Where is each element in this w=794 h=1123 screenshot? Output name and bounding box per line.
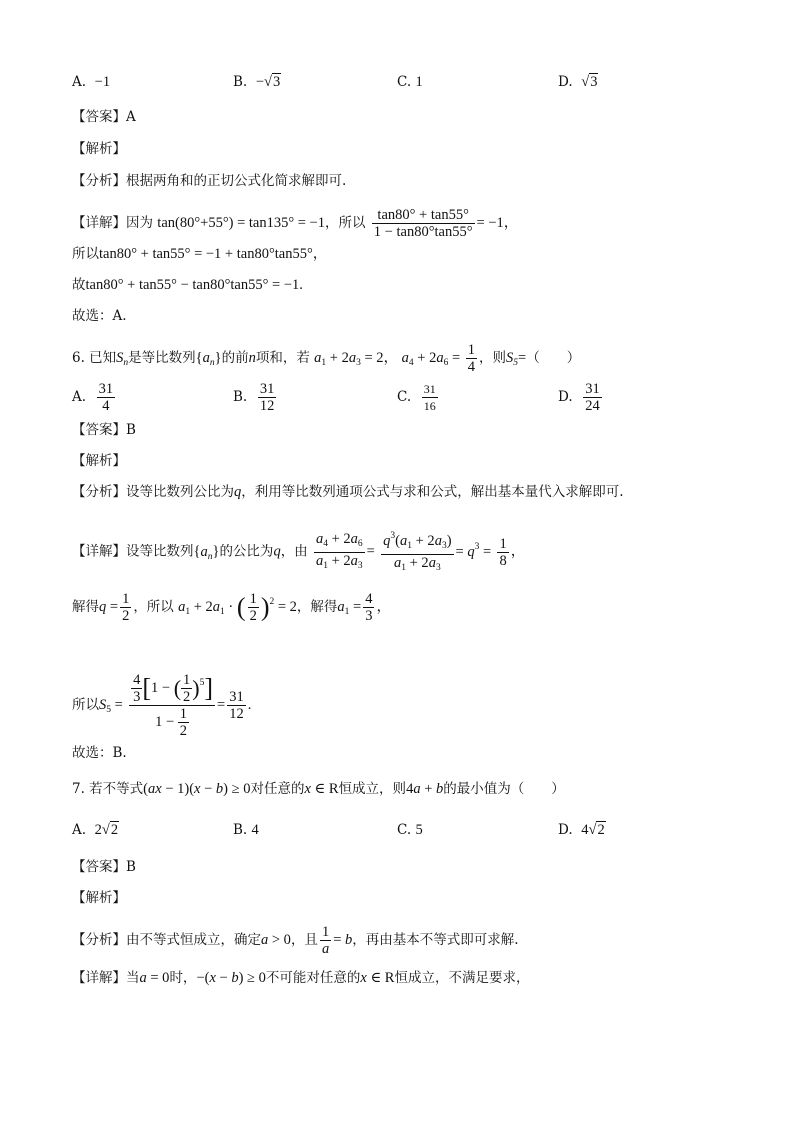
formula: $a_1 + 2a_1$ · ( [178,592,246,622]
text: 的最小值为（ ） [443,781,565,797]
text: ，再由基本不等式即可求解. [352,932,519,948]
text: 所以 [72,697,99,713]
text: 的公比为 [219,543,274,560]
formula: tan80° + tan55° = −1 + tan80°tan55°， [99,246,328,262]
text: 所以 [72,246,99,262]
answer-value: B [126,422,136,438]
option-value: −√3 [255,74,281,90]
formula: (ax − 1)(x − b) ≥ 0 [143,781,251,797]
q5-option-d [558,72,598,92]
q5-xiangjie: 【详解】因为 tan(80°+55°) = tan135° = −1，所以 $\frac{\tan 80^\circ + \tan 55^\circ}{1 - \tan 80^\circ\tan 55^\circ}$ = −1， [72,207,519,240]
text: ，解得 [296,599,338,615]
q7-option-c [397,820,423,840]
answer-tag: 【答案】 [72,109,126,125]
option-letter: D. [558,74,573,90]
answer-value: B [126,859,136,875]
q6-option-c [397,381,440,414]
q5-analysis-tag: 【解析】 [72,141,126,157]
q7-stem [72,779,565,799]
formula: q [234,484,242,500]
formula: a = 0 [139,970,170,986]
text: ，且 [290,932,318,948]
formula: $\{a_n\}$ [195,350,222,368]
option-value: √3 [581,74,598,90]
text: ，所以 [325,215,366,231]
option-value: −1 [94,74,111,90]
q5-fenxi [72,171,346,191]
text: ，由 [280,543,308,560]
q5-line3 [72,275,303,295]
q7-option-b [233,820,259,840]
answer-tag: 【答案】 [72,422,126,438]
text: 对任意的 [250,781,305,797]
answer-value: A [126,109,136,125]
text: 当 [126,970,140,986]
q6-option-a [72,381,117,414]
formula: a > 0 [261,932,291,948]
fraction: $\frac{4}{3}$ [1 − ( $\frac{1}{2}$ )$^5$] 1 − $\frac{1}{2}$ [129,672,215,739]
formula: q [273,543,281,560]
fraction: $\frac{31}{16}$ [423,382,436,413]
option-letter: D. [558,389,573,405]
text: 因为 [126,215,153,231]
q6-analysis-tag: 【解析】 [72,453,126,469]
option-letter: D. [558,822,573,838]
q7-answer [72,857,136,877]
q6-xiangjie: 【详解】设等比数列$\{a_n\}$的公比为q，由 $\frac{a_4 + 2a_6}{a_1 + 2a_3}$ = $\frac{q^3(a_1 + 2a_3)}{a_1 + 2a_3}$ = $q^3$ = $\frac{1}{8}$ ， [72,528,525,576]
text: ，所以 [133,599,174,615]
text: 6. 已知 [72,350,117,366]
fraction: $\frac{1}{2}$ [122,591,130,624]
xiangjie-tag: 【详解】 [72,215,126,231]
text: 是等比数列 [128,350,196,366]
fraction: $\frac{31}{12}$ [229,689,244,722]
fraction: $\frac{31}{24}$ [585,381,600,414]
formula: x ∈ R [304,781,339,797]
text: 由不等式恒成立，确定 [126,932,261,948]
formula: x ∈ R [360,970,395,986]
fraction: $\frac{1}{a}$ [321,924,330,957]
q7-option-a [72,820,119,840]
text: 不可能对任意的 [265,970,361,986]
text: 的前 [221,350,249,366]
q6-fenxi [72,482,624,502]
q5-conclusion: 故选：A. [72,308,127,324]
q5-option-a [72,72,110,92]
option-letter: A. [72,389,87,405]
fraction: $\frac{1}{4}$ [467,342,476,375]
option-letter: B. [233,389,248,405]
formula: tan(80°+55°) = tan135° = −1 [157,215,325,231]
q7-analysis-tag: 【解析】 [72,890,126,906]
q6-stem: 6. 已知$S_n$是等比数列$\{a_n\}$的前n项和，若 $a_1 + 2a_3 = 2$， $a_4 + 2a_6$ = $\frac{1}{4}$ ，则$S_5=$（ ） [72,342,581,375]
option-value: 1 [415,74,423,90]
text: 解得 [72,599,99,615]
fraction: $\frac{\tan 80^\circ + \tan 55^\circ}{1 - \tan 80^\circ\tan 55^\circ}$ [373,207,473,240]
text: ，则 [479,350,507,366]
q7-xiangjie [72,968,529,988]
fenxi-tag: 【分析】 [72,932,126,948]
q6-answer [72,420,136,440]
formula: $a_1 + 2a_3 = 2$， $a_4 + 2a_6$ = [314,350,464,368]
option-value: 4√2 [581,822,605,838]
xiangjie-tag: 【详解】 [72,970,126,986]
fenxi-text: 根据两角和的正切公式化简求解即可. [126,173,347,189]
q5-option-c [397,72,423,92]
formula: tan80° + tan55° − tan80°tan55° = −1. [85,277,303,293]
option-letter: C. [397,822,412,838]
fraction: $\frac{1}{8}$ [499,535,507,569]
option-value: 4 [251,822,259,838]
q6-option-d [558,381,604,414]
q5-option-b [233,72,281,92]
q6-solve: 解得q = $\frac{1}{2}$ ，所以 $a_1 + 2a_1$ · ( $\frac{1}{2}$ )$^2$ = 2，解得$a_1$ = $\frac{4}{3}$ ， [72,591,391,624]
formula: $S_n$ [116,350,129,368]
option-value: 2√2 [94,822,119,838]
option-letter: A. [72,822,87,838]
option-letter: A. [72,74,87,90]
formula: $\{a_n\}$ [193,543,220,562]
text: 恒成立，则 [338,781,407,797]
text: 项和，若 [255,350,310,366]
fraction: $\frac{31}{12}$ [259,381,275,414]
option-letter: B. [233,74,248,90]
q5-answer [72,107,136,127]
option-letter: B. [233,822,248,838]
formula: n [248,350,256,366]
option-letter: C. [397,389,412,405]
answer-tag: 【答案】 [72,859,126,875]
fenxi-tag: 【分析】 [72,173,126,189]
text: 故 [72,277,86,293]
text: ，利用等比数列通项公式与求和公式，解出基本量代入求解即可. [241,484,624,500]
q7-option-d [558,820,606,840]
fraction: $\frac{1}{2}$ [249,591,257,624]
text: 7. 若不等式 [72,781,144,797]
option-letter: C. [397,74,412,90]
q6-option-b [233,381,278,414]
q6-conclusion: 故选：B. [72,745,127,761]
text: 设等比数列 [126,543,194,560]
q5-line2 [72,244,327,264]
formula: 4a + b [406,781,444,797]
fraction: $\frac{4}{3}$ [365,591,373,624]
option-value: 5 [415,822,423,838]
text: 恒成立，不满足要求， [394,970,530,986]
formula: −(x − b) ≥ 0 [196,970,266,986]
formula: $S_5$ [506,350,519,368]
fraction: $\frac{31}{4}$ [98,381,114,414]
fraction: $\frac{a_4 + 2a_6}{a_1 + 2a_3}$ [315,530,363,571]
text: （ ） [526,350,581,366]
text: 时， [169,970,197,986]
fraction: $\frac{q^3(a_1 + 2a_3)}{a_1 + 2a_3}$ [381,528,453,576]
q7-fenxi: 【分析】由不等式恒成立，确定a > 0，且 $\frac{1}{a}$ = b，再由基本不等式即可求解. [72,924,519,957]
xiangjie-tag: 【详解】 [72,543,126,560]
text: 设等比数列公比为 [126,484,234,500]
fenxi-tag: 【分析】 [72,484,126,500]
q6-sum: 所以$S_5$ = $\frac{4}{3}$ [1 − ( $\frac{1}{2}$ )$^5$] 1 − $\frac{1}{2}$ = $\frac{31}{12}$ . [72,672,252,739]
